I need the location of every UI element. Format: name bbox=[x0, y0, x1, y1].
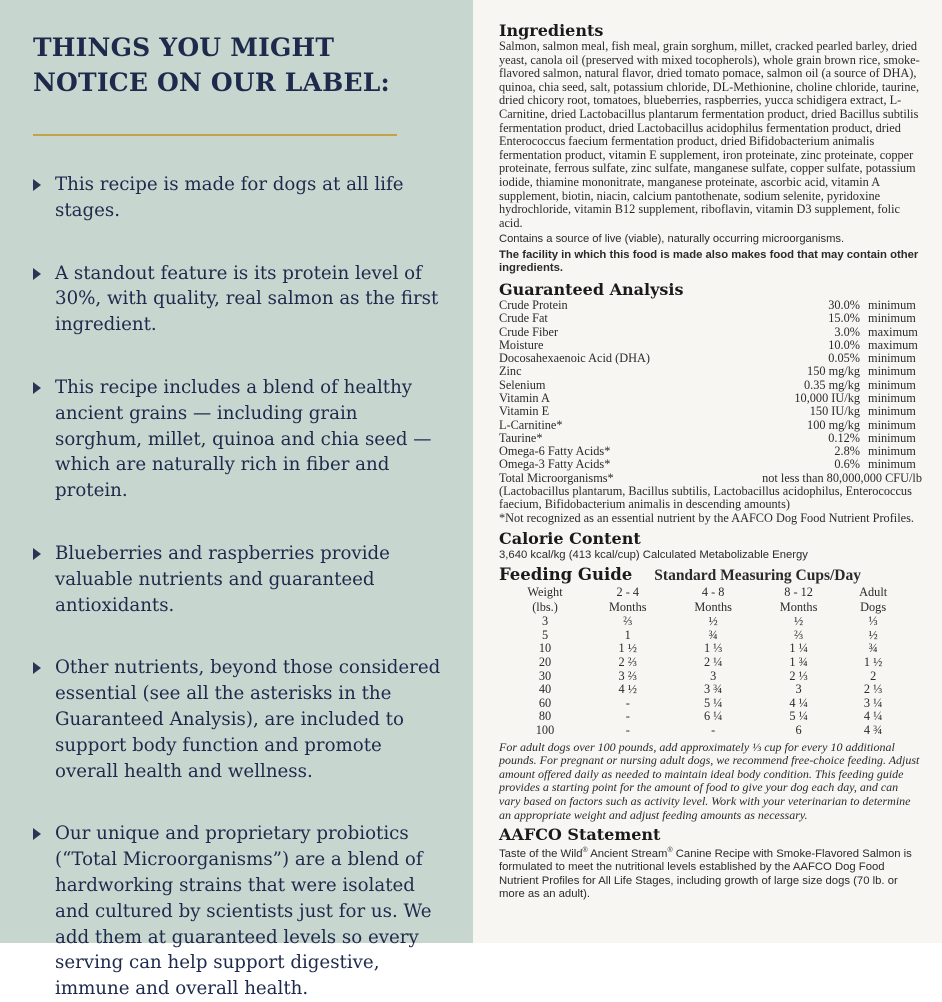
table-row bbox=[499, 392, 922, 405]
bullet-text: This recipe is made for dogs at all life stages. bbox=[55, 174, 404, 221]
table-row bbox=[499, 405, 922, 418]
nutrient-qualifier: minimum bbox=[868, 390, 916, 405]
column-header: Months bbox=[608, 600, 647, 615]
nutrient-qualifier: minimum bbox=[868, 351, 916, 366]
column-header: 8 - 12 bbox=[784, 585, 813, 600]
feeding-subheading: Standard Measuring Cups/Day bbox=[654, 567, 861, 585]
table-cell: 60 bbox=[538, 695, 552, 710]
ingredients-text: Salmon, salmon meal, fish meal, grain sorghum, millet, cracked pearled barley, dried yeast, canola oil (preserved with mixed tocopherols), whole grain brown rice, smoke-flavored salmon, natural flavor, dried tomato pomace, salmon oil (a source of DHA), quinoa, chia seed, salt, potassium chloride, DL-Methionine, choline chloride, taurine, dried chicory root, tomatoes, blueberries, raspberries, yucca schidigera extract, L-Carnitine, dried Lactobacillus plantarum fermentation product, dried Bacillus subtilis fermentation product, dried Lactobacillus acidophilus fermentation product, dried Enterococcus faecium fermentation product, dried Bifidobacterium animalis fermentation product, vitamin E supplement, iron proteinate, zinc proteinate, copper proteinate, ferrous sulfate, zinc sulfate, manganese sulfate, copper sulfate, potassium iodide, thiamine mononitrate, manganese proteinate, ascorbic acid, vitamin A supplement, biotin, niacin, calcium pantothenate, sodium selenite, pyridoxine hydrochloride, vitamin B12 supplement, riboflavin, vitamin D3 supplement, folic acid. bbox=[499, 39, 920, 230]
nutrient-qualifier: maximum bbox=[868, 324, 918, 339]
nutrient-qualifier: minimum bbox=[868, 404, 916, 419]
table-cell: 2 ¼ bbox=[703, 655, 723, 670]
panel-title-line2: NOTICE ON OUR LABEL: bbox=[33, 68, 390, 97]
table-row bbox=[505, 670, 905, 684]
nutrient-name: Moisture bbox=[499, 337, 544, 352]
table-row bbox=[505, 710, 905, 724]
table-cell: 5 bbox=[541, 627, 549, 642]
bullet-text: Blueberries and raspberries provide valuable nutrients and guaranteed antioxidants. bbox=[55, 542, 390, 616]
column-header: Months bbox=[779, 600, 818, 615]
table-cell: 3 bbox=[541, 614, 549, 629]
calorie-text: 3,640 kcal/kg (413 kcal/cup) Calculated Metabolizable Energy bbox=[499, 549, 808, 562]
table-row bbox=[505, 629, 905, 643]
table-cell: ½ bbox=[868, 627, 878, 642]
table-cell: - bbox=[625, 695, 630, 710]
feeding-header bbox=[499, 566, 922, 585]
table-cell: 6 bbox=[795, 723, 802, 738]
triangle-bullet-icon bbox=[33, 662, 41, 674]
aafco-text-start: Taste of the Wild bbox=[499, 847, 583, 860]
nutrient-qualifier: minimum bbox=[868, 444, 916, 459]
column-header: Months bbox=[694, 600, 732, 615]
ingredients-heading: Ingredients bbox=[499, 21, 604, 40]
aafco-text bbox=[499, 844, 922, 901]
table-row bbox=[499, 352, 922, 365]
table-cell: 3 ¾ bbox=[703, 682, 723, 697]
table-row bbox=[499, 326, 922, 339]
table-cell: ½ bbox=[708, 614, 718, 629]
nutrient-value: 0.05% bbox=[828, 351, 860, 366]
nutrient-name: Docosahexaenoic Acid (DHA) bbox=[499, 351, 650, 366]
table-cell: ½ bbox=[793, 614, 804, 629]
table-cell: 6 ¼ bbox=[703, 709, 723, 724]
table-row bbox=[499, 458, 922, 471]
triangle-bullet-icon bbox=[33, 179, 41, 191]
table-row bbox=[499, 299, 922, 312]
aafco-text-middle: Ancient Stream bbox=[587, 847, 668, 860]
gold-divider bbox=[33, 134, 397, 136]
table-cell: ⅔ bbox=[793, 627, 804, 642]
table-header-row bbox=[505, 585, 905, 600]
triangle-bullet-icon bbox=[33, 548, 41, 560]
nutrient-value: 0.35 mg/kg bbox=[803, 377, 860, 392]
table-cell: 10 bbox=[538, 641, 552, 656]
nutrient-value: 15.0% bbox=[828, 311, 860, 326]
table-cell: 4 ¼ bbox=[789, 695, 808, 710]
column-header: 4 - 8 bbox=[701, 585, 725, 600]
notes-list bbox=[33, 172, 449, 1002]
analysis-heading: Guaranteed Analysis bbox=[499, 279, 684, 299]
table-cell: 80 bbox=[538, 709, 552, 724]
registered-mark: ® bbox=[582, 847, 588, 855]
nutrient-value: 10,000 IU/kg bbox=[794, 390, 860, 405]
table-cell: - bbox=[711, 723, 716, 738]
column-header: 2 - 4 bbox=[616, 585, 640, 600]
table-cell: ¾ bbox=[868, 641, 878, 656]
bullet-text: A standout feature is its protein level of 30%, with quality, real salmon as the first ingredient. bbox=[55, 262, 439, 336]
column-header: (lbs.) bbox=[532, 600, 558, 615]
nutrient-value: 150 IU/kg bbox=[809, 404, 860, 419]
registered-mark: ® bbox=[667, 847, 673, 855]
table-cell: 1 ½ bbox=[863, 655, 883, 670]
list-item bbox=[33, 172, 449, 224]
table-cell: ⅓ bbox=[868, 614, 878, 629]
table-row bbox=[505, 656, 905, 670]
nutrient-name: Vitamin A bbox=[499, 390, 550, 405]
table-cell: 1 ½ bbox=[618, 641, 637, 656]
aafco-text-end: Canine Recipe with Smoke-Flavored Salmon is formulated to meet the nutritional levels established by the AAFCO Dog Food Nutrient Profiles for All Life Stages, including growth of large size dogs (70 lb. or more as an adult). bbox=[499, 847, 912, 901]
nutrient-name: Vitamin E bbox=[499, 404, 550, 419]
table-cell: ¾ bbox=[708, 627, 718, 642]
calorie-heading: Calorie Content bbox=[499, 529, 641, 549]
table-cell: 5 ¼ bbox=[703, 695, 723, 710]
nutrient-qualifier: minimum bbox=[868, 364, 916, 379]
table-cell: 3 ⅔ bbox=[618, 668, 637, 683]
table-cell: 5 ¼ bbox=[789, 709, 808, 724]
bullet-text: Other nutrients, beyond those considered essential (see all the asterisks in the Guaranteed Analysis), are included to support body function and promote overall health and wellness. bbox=[55, 657, 441, 782]
table-row bbox=[499, 472, 922, 485]
table-row bbox=[499, 445, 922, 458]
table-row bbox=[505, 642, 905, 656]
list-item bbox=[33, 821, 449, 1002]
panel-title-line1: THINGS YOU MIGHT bbox=[33, 33, 335, 62]
triangle-bullet-icon bbox=[33, 268, 41, 280]
triangle-bullet-icon bbox=[33, 828, 41, 840]
table-cell: 1 ¾ bbox=[789, 655, 808, 670]
feeding-note: For adult dogs over 100 pounds, add approximately ⅓ cup for every 10 additional pounds. For pregnant or nursing adult dogs, we recommend free-choice feeding. Adjust amount offered daily as needed to maintain ideal body condition. This feeding guide provides a starting point for the amount of food to give your dog each day, and can vary based on factors such as activity level. Work with your veterinarian to determine an appropriate weight and adjust feeding amounts as necessary. bbox=[499, 739, 920, 822]
nutrient-name: Omega-6 Fatty Acids* bbox=[499, 444, 611, 459]
nutrient-qualifier: minimum bbox=[868, 430, 916, 445]
triangle-bullet-icon bbox=[33, 382, 41, 394]
nutrient-value: 3.0% bbox=[834, 324, 860, 339]
nutrient-name: Total Microorganisms* bbox=[499, 470, 614, 485]
nutrient-value: 0.12% bbox=[828, 430, 860, 445]
table-cell: 4 ½ bbox=[618, 682, 637, 697]
list-item bbox=[33, 541, 449, 618]
nutrient-value: 10.0% bbox=[828, 337, 860, 352]
nutrient-value: 2.8% bbox=[834, 444, 860, 459]
column-header: Adult bbox=[859, 585, 888, 600]
nutrient-name: Crude Fiber bbox=[499, 324, 559, 339]
nutrient-name: Zinc bbox=[499, 364, 522, 379]
bullet-text: Our unique and proprietary probiotics (“Total Microorganisms”) are a blend of hardworking strains that were isolated and cultured by scientists just for us. We add them at guaranteed levels so every serving can help support digestive, immune and overall health. bbox=[55, 823, 432, 1000]
analysis-footnote: *Not recognized as an essential nutrient by the AAFCO Dog Food Nutrient Profiles. bbox=[499, 510, 914, 525]
nutrient-qualifier: minimum bbox=[868, 417, 916, 432]
nutrient-name: L-Carnitine* bbox=[499, 417, 563, 432]
list-item bbox=[33, 655, 449, 784]
table-row bbox=[499, 379, 922, 392]
nutrient-qualifier: minimum bbox=[868, 457, 916, 472]
bullet-text: This recipe includes a blend of healthy ancient grains — including grain sorghum, millet, quinoa and chia seed — which are naturally rich in fiber and protein. bbox=[55, 376, 432, 502]
table-row bbox=[505, 683, 905, 697]
microorganism-note: (Lactobacillus plantarum, Bacillus subtilis, Lactobacillus acidophilus, Enterococcus faecium, Bifidobacterium animalis in descending amounts) bbox=[499, 484, 912, 512]
table-row bbox=[499, 365, 922, 378]
table-cell: 20 bbox=[538, 655, 552, 670]
table-row bbox=[499, 432, 922, 445]
column-header: Weight bbox=[527, 585, 563, 600]
list-item bbox=[33, 375, 449, 504]
table-cell: 40 bbox=[538, 682, 552, 697]
table-cell: - bbox=[625, 723, 630, 738]
table-cell: 1 ¼ bbox=[789, 641, 808, 656]
list-item bbox=[33, 261, 449, 338]
table-cell: 2 ⅓ bbox=[863, 682, 883, 697]
nutrient-value: 0.6% bbox=[834, 457, 860, 472]
table-row bbox=[499, 339, 922, 352]
facility-note: The facility in which this food is made also makes food that may contain other ingredients. bbox=[499, 248, 919, 274]
table-cell: 3 bbox=[795, 682, 802, 697]
table-row bbox=[505, 697, 905, 711]
table-header-row bbox=[505, 600, 905, 615]
column-header: Dogs bbox=[860, 600, 887, 615]
nutrient-name: Crude Protein bbox=[499, 297, 568, 312]
table-row bbox=[505, 724, 905, 738]
table-cell: 3 bbox=[710, 668, 717, 683]
nutrient-name: Crude Fat bbox=[499, 311, 548, 326]
table-row bbox=[499, 312, 922, 325]
nutrient-value: 30.0% bbox=[828, 297, 860, 312]
analysis-table bbox=[499, 299, 922, 485]
table-cell: 2 ⅔ bbox=[618, 655, 637, 670]
nutrient-qualifier: minimum bbox=[868, 377, 916, 392]
table-cell: 4 ¼ bbox=[863, 709, 883, 724]
panel-title bbox=[33, 30, 449, 100]
aafco-heading: AAFCO Statement bbox=[499, 825, 661, 845]
nutrient-qualifier: maximum bbox=[868, 337, 918, 352]
table-cell: 2 bbox=[870, 668, 877, 683]
table-row bbox=[499, 419, 922, 432]
nutrient-value: not less than 80,000,000 CFU/lb bbox=[762, 470, 922, 485]
nutrient-qualifier: minimum bbox=[868, 297, 916, 312]
table-cell: 1 bbox=[624, 627, 631, 642]
nutrient-name: Selenium bbox=[499, 377, 546, 392]
feeding-heading: Feeding Guide bbox=[499, 565, 633, 585]
table-cell: 3 ¼ bbox=[863, 695, 883, 710]
nutrient-value: 100 mg/kg bbox=[807, 417, 860, 432]
nutrient-name: Taurine* bbox=[499, 430, 543, 445]
table-cell: ⅔ bbox=[623, 614, 633, 629]
label-panel bbox=[473, 0, 942, 943]
table-cell: 30 bbox=[538, 668, 552, 683]
table-row bbox=[505, 615, 905, 629]
table-cell: - bbox=[625, 709, 630, 724]
nutrient-value: 150 mg/kg bbox=[807, 364, 860, 379]
live-cultures-note: Contains a source of live (viable), naturally occurring microorganisms. bbox=[499, 233, 845, 246]
nutrient-qualifier: minimum bbox=[868, 311, 916, 326]
table-cell: 1 ⅓ bbox=[703, 641, 723, 656]
feeding-table bbox=[505, 585, 905, 737]
table-cell: 4 ¾ bbox=[863, 723, 883, 738]
nutrient-name: Omega-3 Fatty Acids* bbox=[499, 457, 611, 472]
table-cell: 100 bbox=[535, 723, 555, 738]
table-cell: 2 ⅓ bbox=[789, 668, 808, 683]
